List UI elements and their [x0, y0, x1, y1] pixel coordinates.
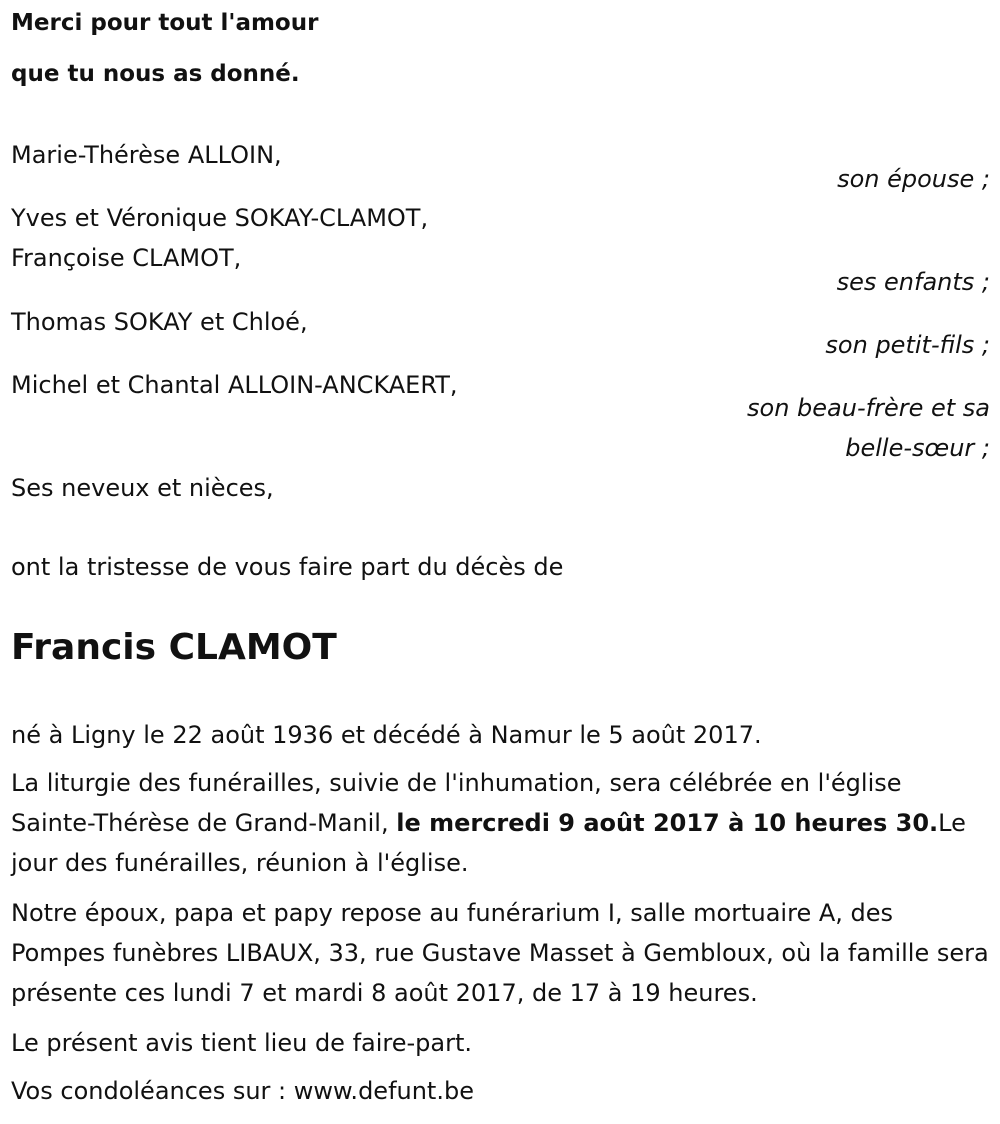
- family-children-relation: ses enfants ;: [836, 268, 990, 296]
- family-grandchild-relation: son petit-fils ;: [825, 331, 990, 359]
- funeral-intro: La liturgie des funérailles, suivie de l'inhumation, sera célébrée en l'église Sainte-Thérèse de Grand-Manil,: [11, 769, 902, 837]
- heading-line-2: que tu nous as donné.: [11, 61, 300, 87]
- heading-line-1: Merci pour tout l'amour: [11, 10, 319, 36]
- funeral-outro: Le jour des funérailles, réunion à l'église.: [11, 809, 966, 877]
- funeral-paragraph: [11, 763, 991, 883]
- family-grandchild-name: Thomas SOKAY et Chloé,: [11, 308, 308, 336]
- family-in-laws-name: Michel et Chantal ALLOIN-ANCKAERT,: [11, 371, 458, 399]
- family-in-laws-relation: son beau-frère et sa: [747, 394, 990, 422]
- deceased-name: Francis CLAMOT: [11, 627, 337, 668]
- family-spouse-name: Marie-Thérèse ALLOIN,: [11, 141, 282, 169]
- visitation-paragraph: Notre époux, papa et papy repose au funérarium I, salle mortuaire A, des Pompes funèbres LIBAUX, 33, rue Gustave Masset à Gembloux, où la famille sera présente ces lundi 7 et mardi 8 août 2017, de 17 à 19 heures.: [11, 899, 989, 1007]
- family-spouse-relation: son épouse ;: [837, 165, 990, 193]
- condolences-link[interactable]: www.defunt.be: [293, 1077, 474, 1105]
- condolences-label: Vos condoléances sur :: [11, 1077, 294, 1105]
- notice-line: Le présent avis tient lieu de faire-part.: [11, 1029, 473, 1057]
- condolences-line: [11, 1077, 474, 1105]
- family-nephews-nieces: Ses neveux et nièces,: [11, 474, 274, 502]
- announcement-text: ont la tristesse de vous faire part du décès de: [11, 553, 564, 581]
- funeral-date: le mercredi 9 août 2017 à 10 heures 30.: [396, 809, 939, 837]
- birth-death-line: né à Ligny le 22 août 1936 et décédé à Namur le 5 août 2017.: [11, 721, 762, 749]
- family-child-name: Yves et Véronique SOKAY-CLAMOT,: [11, 204, 429, 232]
- family-child-name: Françoise CLAMOT,: [11, 244, 242, 272]
- family-in-laws-relation: belle-sœur ;: [845, 434, 990, 462]
